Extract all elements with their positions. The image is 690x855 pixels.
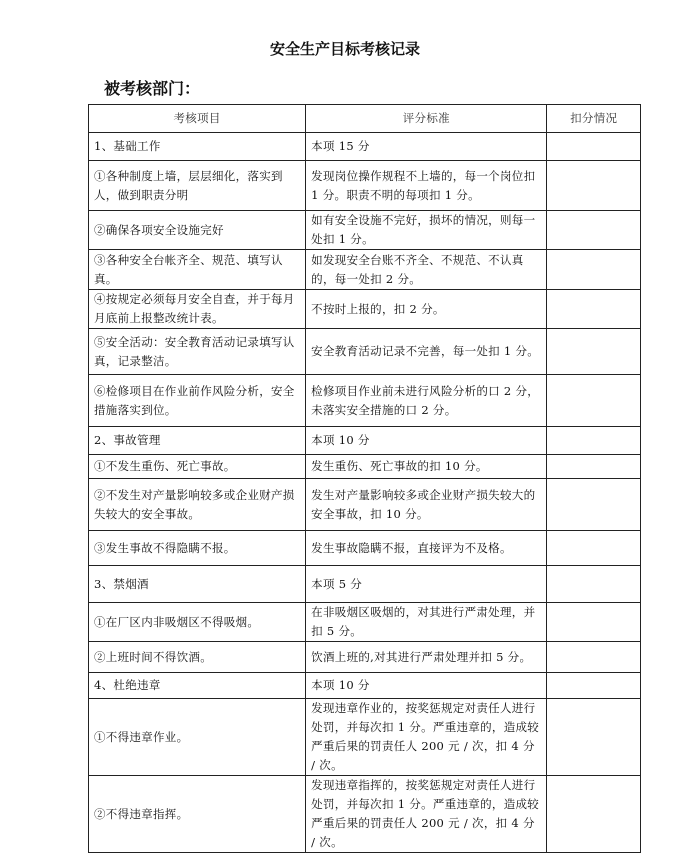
- deduction-cell[interactable]: [547, 673, 641, 699]
- item-cell: ②上班时间不得饮酒。: [89, 642, 306, 673]
- deduction-cell[interactable]: [547, 455, 641, 479]
- deduction-cell[interactable]: [547, 642, 641, 673]
- table-row: [89, 531, 641, 566]
- standard-cell: 如发现安全台账不齐全、不规范、不认真的，每一处扣 2 分。: [306, 250, 547, 290]
- deduction-cell[interactable]: [547, 329, 641, 375]
- table-row: [89, 133, 641, 161]
- table-row: [89, 642, 641, 673]
- deduction-cell[interactable]: [547, 776, 641, 853]
- item-cell: ⑤安全活动：安全教育活动记录填写认真，记录整洁。: [89, 329, 306, 375]
- table-row: [89, 290, 641, 329]
- table-row: [89, 566, 641, 603]
- item-cell: 2、事故管理: [89, 427, 306, 455]
- page-title: 安全生产目标考核记录: [269, 40, 420, 58]
- header-item: 考核项目: [89, 105, 306, 133]
- standard-cell: 发生事故隐瞒不报，直接评为不及格。: [306, 531, 547, 566]
- item-cell: 4、杜绝违章: [89, 673, 306, 699]
- table-row: [89, 455, 641, 479]
- header-standard: 评分标准: [306, 105, 547, 133]
- item-cell: ②确保各项安全设施完好: [89, 211, 306, 250]
- deduction-cell[interactable]: [547, 133, 641, 161]
- table-row: [89, 479, 641, 531]
- standard-cell: 发现违章作业的，按奖惩规定对责任人进行处罚，并每次扣 1 分。严重违章的，造成较严重后果的罚责任人 200 元 / 次，扣 4 分 / 次。: [306, 699, 547, 776]
- standard-cell: 本项 10 分: [306, 427, 547, 455]
- standard-cell: 本项 15 分: [306, 133, 547, 161]
- table-row: [89, 603, 641, 642]
- item-cell: ③各种安全台帐齐全、规范、填写认真。: [89, 250, 306, 290]
- deduction-cell[interactable]: [547, 211, 641, 250]
- table-row: [89, 161, 641, 211]
- deduction-cell[interactable]: [547, 290, 641, 329]
- standard-cell: 发现岗位操作规程不上墙的，每一个岗位扣 1 分。职责不明的每项扣 1 分。: [306, 161, 547, 211]
- item-cell: ⑥检修项目在作业前作风险分析，安全措施落实到位。: [89, 375, 306, 427]
- standard-cell: 本项 10 分: [306, 673, 547, 699]
- standard-cell: 不按时上报的，扣 2 分。: [306, 290, 547, 329]
- standard-cell: 安全教育活动记录不完善，每一处扣 1 分。: [306, 329, 547, 375]
- deduction-cell[interactable]: [547, 375, 641, 427]
- table-row: [89, 673, 641, 699]
- assessment-table: [88, 104, 641, 853]
- table-row: [89, 776, 641, 853]
- table-header-row: [89, 105, 641, 133]
- deduction-cell[interactable]: [547, 531, 641, 566]
- table-row: [89, 375, 641, 427]
- item-cell: ①不发生重伤、死亡事故。: [89, 455, 306, 479]
- item-cell: ②不得违章指挥。: [89, 776, 306, 853]
- deduction-cell[interactable]: [547, 250, 641, 290]
- standard-cell: 本项 5 分: [306, 566, 547, 603]
- standard-cell: 如有安全设施不完好，损坏的情况，则每一处扣 1 分。: [306, 211, 547, 250]
- standard-cell: 发生重伤、死亡事故的扣 10 分。: [306, 455, 547, 479]
- item-cell: ①各种制度上墙，层层细化，落实到人，做到职责分明: [89, 161, 306, 211]
- table-row: [89, 250, 641, 290]
- item-cell: ②不发生对产量影响较多或企业财产损失较大的安全事故。: [89, 479, 306, 531]
- table-row: [89, 329, 641, 375]
- item-cell: ③发生事故不得隐瞒不报。: [89, 531, 306, 566]
- standard-cell: 在非吸烟区吸烟的，对其进行严肃处理，并扣 5 分。: [306, 603, 547, 642]
- item-cell: ①不得违章作业。: [89, 699, 306, 776]
- deduction-cell[interactable]: [547, 161, 641, 211]
- table-row: [89, 427, 641, 455]
- table-row: [89, 699, 641, 776]
- standard-cell: 检修项目作业前未进行风险分析的口 2 分，未落实安全措施的口 2 分。: [306, 375, 547, 427]
- deduction-cell[interactable]: [547, 479, 641, 531]
- item-cell: ①在厂区内非吸烟区不得吸烟。: [89, 603, 306, 642]
- deduction-cell[interactable]: [547, 603, 641, 642]
- standard-cell: 发现违章指挥的，按奖惩规定对责任人进行处罚，并每次扣 1 分。严重违章的，造成较严重后果的罚责任人 200 元 / 次，扣 4 分 / 次。: [306, 776, 547, 853]
- item-cell: 1、基础工作: [89, 133, 306, 161]
- header-deduction: 扣分情况: [547, 105, 641, 133]
- standard-cell: 发生对产量影响较多或企业财产损失较大的安全事故，扣 10 分。: [306, 479, 547, 531]
- deduction-cell[interactable]: [547, 566, 641, 603]
- table-row: [89, 211, 641, 250]
- deduction-cell[interactable]: [547, 699, 641, 776]
- department-label: 被考核部门：: [104, 79, 201, 98]
- standard-cell: 饮酒上班的,对其进行严肃处理并扣 5 分。: [306, 642, 547, 673]
- deduction-cell[interactable]: [547, 427, 641, 455]
- item-cell: ④按规定必须每月安全自查，并于每月月底前上报整改统计表。: [89, 290, 306, 329]
- item-cell: 3、禁烟酒: [89, 566, 306, 603]
